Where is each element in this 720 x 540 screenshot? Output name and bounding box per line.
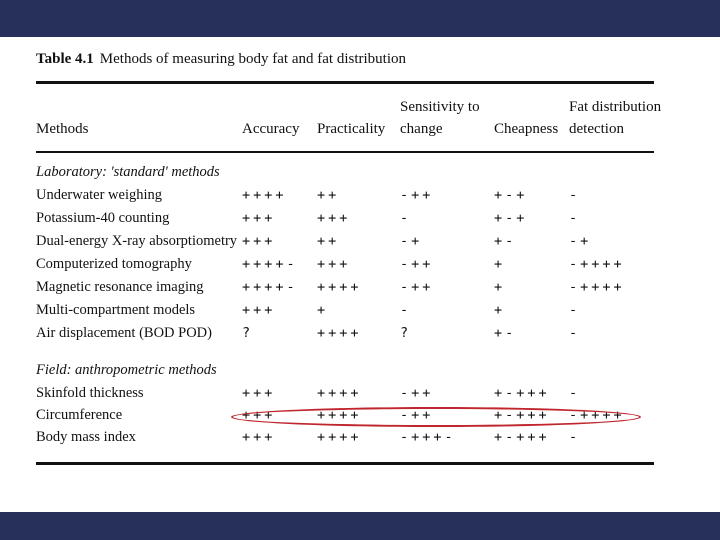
header-practicality: Practicality — [317, 121, 386, 137]
cell-fat-distribution: - — [569, 385, 581, 401]
header-sensitivity-line2: change — [400, 121, 443, 137]
slide-top-band — [0, 0, 720, 37]
cell-sensitivity: -++ — [400, 187, 434, 203]
cell-method: Potassium-40 counting — [36, 210, 170, 226]
highlight-ellipse — [231, 407, 641, 427]
cell-accuracy: +++ — [242, 233, 276, 249]
cell-cheapness: + — [494, 279, 506, 295]
cell-sensitivity: -++ — [400, 256, 434, 272]
cell-fat-distribution: - — [569, 187, 581, 203]
section-laboratory: Laboratory: 'standard' methods — [36, 164, 220, 180]
cell-fat-distribution: - — [569, 210, 581, 226]
header-fatdist-line2: detection — [569, 121, 624, 137]
cell-sensitivity: ? — [400, 325, 412, 341]
cell-accuracy: ++++- — [242, 256, 298, 272]
cell-accuracy: +++ — [242, 210, 276, 226]
cell-accuracy: ? — [242, 325, 254, 341]
cell-sensitivity: -+++- — [400, 429, 456, 445]
cell-fat-distribution: - — [569, 429, 581, 445]
header-methods: Methods — [36, 121, 89, 137]
cell-sensitivity: -++ — [400, 385, 434, 401]
cell-accuracy: +++ — [242, 385, 276, 401]
header-accuracy: Accuracy — [242, 121, 300, 137]
cell-sensitivity: -++ — [400, 279, 434, 295]
table-title — [36, 51, 406, 68]
cell-practicality: +++ — [317, 256, 351, 272]
cell-accuracy: ++++- — [242, 279, 298, 295]
cell-cheapness: +-+++ — [494, 385, 550, 401]
cell-cheapness: +-+ — [494, 210, 528, 226]
slide-content — [0, 37, 720, 512]
cell-cheapness: +- — [494, 325, 517, 341]
cell-sensitivity: -++ — [400, 407, 434, 423]
cell-practicality: ++++ — [317, 279, 362, 295]
cell-fat-distribution: - — [569, 302, 581, 318]
cell-sensitivity: -+ — [400, 233, 423, 249]
table-number: Table 4.1 — [36, 51, 94, 67]
cell-accuracy: ++++ — [242, 187, 287, 203]
cell-fat-distribution: -++++ — [569, 256, 625, 272]
header-rule — [36, 151, 654, 153]
cell-practicality: ++++ — [317, 385, 362, 401]
cell-sensitivity: - — [400, 302, 412, 318]
cell-cheapness: + — [494, 302, 506, 318]
header-cheapness: Cheapness — [494, 121, 559, 137]
cell-cheapness: + — [494, 256, 506, 272]
cell-fat-distribution: -+ — [569, 233, 592, 249]
cell-sensitivity: - — [400, 210, 412, 226]
cell-practicality: ++++ — [317, 325, 362, 341]
cell-cheapness: +-+++ — [494, 407, 550, 423]
cell-cheapness: +-+ — [494, 187, 528, 203]
cell-practicality: ++ — [317, 187, 340, 203]
cell-practicality: +++ — [317, 210, 351, 226]
cell-method: Dual-energy X-ray absorptiometry — [36, 233, 238, 249]
section-field: Field: anthropometric methods — [36, 362, 217, 378]
cell-fat-distribution: - — [569, 325, 581, 341]
cell-cheapness: +-+++ — [494, 429, 550, 445]
cell-method: Computerized tomography — [36, 256, 192, 272]
cell-practicality: + — [317, 302, 329, 318]
table-caption: Methods of measuring body fat and fat distribution — [99, 51, 406, 67]
cell-method: Magnetic resonance imaging — [36, 279, 204, 295]
cell-method: Air displacement (BOD POD) — [36, 325, 212, 341]
cell-method: Skinfold thickness — [36, 385, 144, 401]
cell-cheapness: +- — [494, 233, 517, 249]
header-fatdist-line1: Fat distribution — [569, 99, 662, 115]
cell-practicality: ++ — [317, 233, 340, 249]
cell-practicality: ++++ — [317, 407, 362, 423]
cell-method: Circumference — [36, 407, 123, 423]
cell-method: Body mass index — [36, 429, 136, 445]
cell-fat-distribution: -++++ — [569, 407, 625, 423]
cell-practicality: ++++ — [317, 429, 362, 445]
top-rule — [36, 81, 654, 84]
cell-accuracy: +++ — [242, 302, 276, 318]
cell-method: Multi-compartment models — [36, 302, 196, 318]
slide-bottom-band — [0, 512, 720, 540]
cell-fat-distribution: -++++ — [569, 279, 625, 295]
bottom-rule — [36, 462, 654, 465]
cell-accuracy: +++ — [242, 407, 276, 423]
cell-accuracy: +++ — [242, 429, 276, 445]
header-sensitivity-line1: Sensitivity to — [400, 99, 480, 115]
cell-method: Underwater weighing — [36, 187, 163, 203]
